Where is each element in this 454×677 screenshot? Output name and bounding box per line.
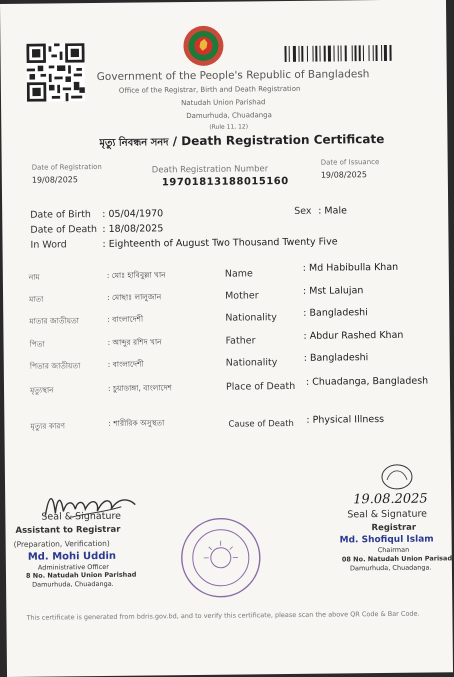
left-union: 8 No. Natudah Union Parishad <box>25 570 137 580</box>
qr-code-icon <box>26 43 85 102</box>
header-union: Natudah Union Parishad <box>181 98 266 108</box>
dod-label: Date of Death <box>30 223 98 236</box>
registration-date-label: Date of Registration <box>31 162 102 172</box>
union-parishad-seal-icon <box>179 516 262 599</box>
certificate-title <box>99 132 384 153</box>
bn-cause-of-death-label: মৃত্যুর কারণ <box>30 421 66 431</box>
mother-nationality-value: : Bangladeshi <box>303 307 368 319</box>
issuance-date-label: Date of Issuance <box>320 158 380 167</box>
inword-value: : Eighteenth of August Two Thousand Twenty Five <box>102 236 338 250</box>
dob-label: Date of Birth <box>30 209 91 221</box>
inword-label: In Word <box>30 239 67 251</box>
bangladesh-emblem-icon <box>178 24 228 69</box>
title-bangla: মৃত্যু নিবন্ধন সনদ <box>99 137 169 149</box>
place-of-death-value: : Chuadanga, Bangladesh <box>305 375 429 388</box>
header-rule: (Rule 11, 12) <box>209 123 249 131</box>
name-value: : Md Habibulla Khan <box>302 261 399 274</box>
right-name: Md. Shofiqul Islam <box>339 534 434 546</box>
bn-mother-value: : মোছাঃ লালুজান <box>107 292 162 302</box>
bn-mother-label: মাতা <box>29 294 44 304</box>
title-english: Death Registration Certificate <box>181 131 385 149</box>
father-nationality-value: : Bangladeshi <box>303 352 369 364</box>
left-place: Damurhuda, Chuadanga. <box>32 579 114 589</box>
bn-mother-nationality-value: : বাংলাদেশী <box>107 314 144 324</box>
place-of-death-label: Place of Death <box>225 380 296 393</box>
right-union: 08 No. Natudah Union Parisad <box>341 554 453 564</box>
registrar-stamp-emblem-icon <box>379 462 415 492</box>
bn-father-value: : আব্দুর রশিদ খান <box>107 337 162 347</box>
sex-label: Sex <box>294 205 312 217</box>
bn-father-nationality-value: : বাংলাদেশী <box>107 359 144 369</box>
father-nationality-label: Nationality <box>225 357 278 369</box>
bn-name-value: : মোঃ হাবিবুল্লা খান <box>106 270 166 280</box>
registration-date-value: 19/08/2025 <box>31 175 79 185</box>
registration-number-value: 19701813188015160 <box>161 175 289 189</box>
left-name: Md. Mohi Uddin <box>27 550 117 563</box>
registration-number-label: Death Registration Number <box>151 164 269 176</box>
left-role-sub: (Preparation, Verification) <box>13 538 110 549</box>
bn-name-label: নাম <box>28 272 40 282</box>
bn-father-nationality-label: পিতার জাতীয়তা <box>29 361 81 371</box>
bn-mother-nationality-label: মাতার জাতীয়তা <box>29 316 79 326</box>
left-title: Administrative Officer <box>37 562 109 572</box>
father-value: : Abdur Rashed Khan <box>303 329 404 342</box>
mother-label: Mother <box>225 290 259 302</box>
header-location: Damurhuda, Chuadanga <box>186 111 272 121</box>
right-handwritten-date: 19.08.2025 <box>353 491 428 508</box>
right-seal-label: Seal & Signature <box>347 508 428 521</box>
dod-value: : 18/08/2025 <box>102 223 164 235</box>
header-office: Office of the Registrar, Birth and Death Registration <box>118 84 301 95</box>
bn-place-of-death-value: : চুয়াডাঙ্গা, বাংলাদেশ <box>107 383 172 393</box>
right-place: Damurhuda, Chuadanga. <box>349 563 432 573</box>
dob-value: : 05/04/1970 <box>102 208 164 220</box>
right-title: Chairman <box>377 545 410 555</box>
sex-value: : Male <box>318 205 347 217</box>
name-label: Name <box>224 268 253 280</box>
left-seal-label: Seal & Signature <box>41 510 122 523</box>
barcode-icon <box>284 44 430 62</box>
mother-nationality-label: Nationality <box>225 312 277 324</box>
left-role: Assistant to Registrar <box>15 524 121 536</box>
cause-of-death-label: Cause of Death <box>228 418 294 430</box>
header-government: Government of the People's Republic of Bangladesh <box>96 68 370 83</box>
right-role: Registrar <box>371 522 417 534</box>
father-label: Father <box>225 335 256 347</box>
bn-father-label: পিতা <box>29 339 45 349</box>
bn-place-of-death-label: মৃত্যুস্থান <box>29 385 54 395</box>
bn-cause-of-death-value: : শারীরিক অসুস্থতা <box>108 418 165 428</box>
footer-note: This certificate is generated from bdris.gov.bd, and to verify this certificate, please scan the above QR Code & Bar Code. <box>26 609 420 622</box>
issuance-date-value: 19/08/2025 <box>320 170 367 180</box>
mother-value: : Mst Lalujan <box>302 285 364 297</box>
cause-of-death-value: : Physical Illness <box>306 414 385 426</box>
title-separator: / <box>168 134 182 149</box>
